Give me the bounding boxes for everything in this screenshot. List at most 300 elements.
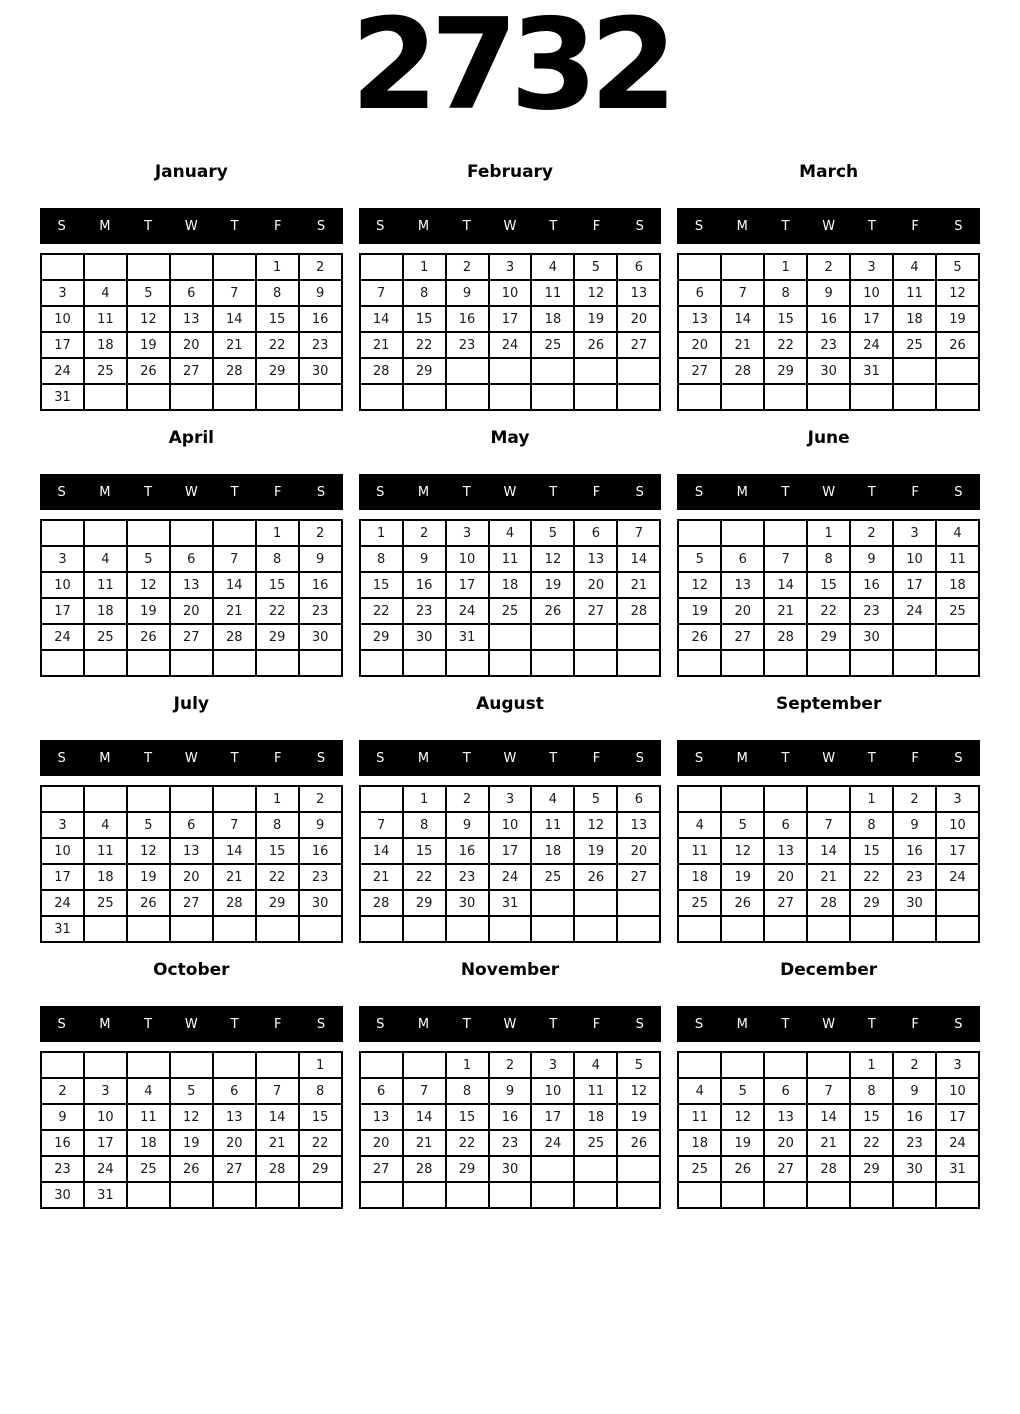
day-cell: 28 [764,624,807,650]
day-cell: 8 [446,1078,489,1104]
weekday-label: T [867,1016,876,1032]
day-cell: 11 [84,572,127,598]
empty-cell [256,1182,299,1208]
day-cell: 20 [170,864,213,890]
day-cell: 30 [807,358,850,384]
day-cell: 25 [84,358,127,384]
week-row [678,890,979,916]
week-row [41,1052,342,1078]
weekday-label: T [230,218,239,234]
month-calendar [359,960,662,1209]
empty-cell [489,384,532,410]
week-row [360,306,661,332]
day-cell: 12 [574,280,617,306]
day-cell: 20 [721,598,764,624]
empty-cell [807,384,850,410]
day-cell: 22 [256,332,299,358]
empty-cell [574,650,617,676]
empty-cell [84,520,127,546]
day-cell: 18 [936,572,979,598]
week-row [360,546,661,572]
day-cell: 8 [403,812,446,838]
day-cell: 28 [617,598,660,624]
weekday-label: T [462,750,471,766]
day-cell: 2 [446,254,489,280]
day-cell: 5 [127,812,170,838]
week-row [678,598,979,624]
day-cell: 9 [403,546,446,572]
day-cell: 10 [850,280,893,306]
day-cell: 29 [299,1156,342,1182]
day-cell: 15 [256,306,299,332]
empty-cell [721,254,764,280]
weekday-label: S [635,218,644,234]
empty-cell [936,1182,979,1208]
weekday-label: W [503,750,517,766]
empty-cell [764,650,807,676]
day-cell: 23 [299,864,342,890]
empty-cell [764,1182,807,1208]
empty-cell [531,890,574,916]
empty-cell [764,1052,807,1078]
day-cell: 15 [403,838,446,864]
empty-cell [850,650,893,676]
empty-cell [531,650,574,676]
day-cell: 1 [807,520,850,546]
week-row [360,838,661,864]
empty-cell [574,358,617,384]
day-cell: 10 [893,546,936,572]
day-cell: 23 [893,1130,936,1156]
empty-cell [127,384,170,410]
weekday-label: S [316,750,326,766]
day-cell: 17 [489,306,532,332]
day-cell: 12 [721,1104,764,1130]
day-cell: 14 [721,306,764,332]
weekday-label: S [635,484,644,500]
day-cell: 4 [936,520,979,546]
day-cell: 26 [531,598,574,624]
day-cell: 13 [678,306,721,332]
weekday-label: F [911,750,919,766]
day-cell: 27 [764,1156,807,1182]
empty-cell [721,786,764,812]
empty-cell [850,916,893,942]
day-cell: 26 [678,624,721,650]
day-cell: 8 [403,280,446,306]
weekday-label: M [99,218,111,234]
day-grid-body [360,1052,661,1208]
day-cell: 21 [807,864,850,890]
day-cell: 22 [446,1130,489,1156]
empty-cell [41,650,84,676]
empty-cell [617,384,660,410]
empty-cell [531,624,574,650]
month-calendar [359,162,662,411]
day-cell: 19 [127,332,170,358]
week-row [41,624,342,650]
empty-cell [446,650,489,676]
year-title: 2732 [350,0,670,138]
day-cell: 23 [299,332,342,358]
month-title: January [154,162,228,182]
empty-cell [574,916,617,942]
month-title: October [153,960,230,980]
day-cell: 27 [360,1156,403,1182]
day-cell: 15 [360,572,403,598]
day-cell: 25 [84,890,127,916]
day-cell: 12 [531,546,574,572]
day-grid-body [360,520,661,676]
month-title: May [490,428,530,448]
weekday-label: T [230,484,239,500]
day-cell: 28 [213,624,256,650]
day-grid-body [41,1052,342,1208]
day-cell: 22 [403,864,446,890]
day-cell: 18 [84,598,127,624]
empty-cell [617,890,660,916]
day-cell: 9 [299,546,342,572]
day-cell: 31 [489,890,532,916]
empty-cell [531,1182,574,1208]
day-cell: 15 [446,1104,489,1130]
day-cell: 23 [489,1130,532,1156]
day-cell: 2 [489,1052,532,1078]
day-cell: 22 [403,332,446,358]
month-title: July [173,694,209,714]
day-cell: 30 [41,1182,84,1208]
day-cell: 16 [299,572,342,598]
day-cell: 1 [403,786,446,812]
weekday-label: T [549,484,558,500]
day-cell: 6 [360,1078,403,1104]
day-cell: 16 [446,306,489,332]
empty-cell [360,916,403,942]
day-cell: 23 [299,598,342,624]
day-cell: 19 [936,306,979,332]
week-row [678,1156,979,1182]
day-cell: 11 [893,280,936,306]
day-cell: 26 [170,1156,213,1182]
day-cell: 1 [764,254,807,280]
day-cell: 23 [41,1156,84,1182]
day-cell: 9 [299,280,342,306]
empty-cell [678,916,721,942]
day-cell: 13 [170,306,213,332]
day-cell: 17 [446,572,489,598]
week-row [360,254,661,280]
day-grid-body [41,520,342,676]
week-row [678,1104,979,1130]
week-row [41,1182,342,1208]
empty-cell [721,1182,764,1208]
weekday-label: T [144,1016,153,1032]
day-cell: 30 [299,624,342,650]
day-cell: 14 [403,1104,446,1130]
empty-cell [574,890,617,916]
day-cell: 6 [721,546,764,572]
day-grid-body [678,1052,979,1208]
day-cell: 3 [84,1078,127,1104]
weekday-label: M [736,218,748,234]
weekday-header [677,1006,980,1042]
empty-cell [84,254,127,280]
day-cell: 13 [170,572,213,598]
day-cell: 8 [850,1078,893,1104]
day-cell: 7 [213,280,256,306]
day-cell: 22 [256,598,299,624]
day-cell: 2 [893,786,936,812]
empty-cell [84,384,127,410]
day-cell: 21 [617,572,660,598]
week-row [360,916,661,942]
day-cell: 11 [678,1104,721,1130]
day-cell: 26 [127,890,170,916]
day-cell: 5 [574,786,617,812]
day-grid-body [678,786,979,942]
months-grid [0,162,1020,1209]
weekday-label: W [184,1016,198,1032]
day-cell: 26 [127,624,170,650]
weekday-label: S [316,484,326,500]
empty-cell [213,520,256,546]
day-cell: 22 [764,332,807,358]
empty-cell [764,916,807,942]
empty-cell [678,650,721,676]
day-cell: 7 [807,1078,850,1104]
day-cell: 7 [360,812,403,838]
weekday-label: T [462,484,471,500]
empty-cell [936,916,979,942]
day-cell: 9 [489,1078,532,1104]
day-cell: 16 [893,1104,936,1130]
weekday-label: F [274,1016,282,1032]
day-cell: 19 [721,1130,764,1156]
empty-cell [807,1182,850,1208]
day-cell: 30 [893,1156,936,1182]
week-row [678,1052,979,1078]
day-cell: 19 [574,838,617,864]
weekday-label: S [954,484,963,500]
day-cell: 25 [678,890,721,916]
day-cell: 9 [446,812,489,838]
empty-cell [213,916,256,942]
weekday-label: S [635,1016,644,1032]
day-cell: 30 [489,1156,532,1182]
day-cell: 14 [617,546,660,572]
day-cell: 24 [84,1156,127,1182]
weekday-label: T [781,218,790,234]
day-cell: 3 [893,520,936,546]
empty-cell [84,916,127,942]
week-row [678,864,979,890]
day-cell: 24 [489,864,532,890]
weekday-header [40,208,343,244]
day-cell: 20 [170,598,213,624]
empty-cell [678,254,721,280]
day-cell: 17 [41,332,84,358]
day-grid-body [678,520,979,676]
week-row [41,546,342,572]
day-cell: 23 [403,598,446,624]
weekday-label: T [781,484,790,500]
day-cell: 13 [170,838,213,864]
weekday-label: M [417,750,430,766]
empty-cell [936,358,979,384]
weekday-label: W [184,750,198,766]
day-cell: 19 [574,306,617,332]
day-grid-body [41,786,342,942]
weekday-label: F [911,484,919,500]
day-cell: 5 [721,1078,764,1104]
empty-cell [127,1052,170,1078]
empty-cell [893,916,936,942]
empty-cell [256,650,299,676]
week-row [360,598,661,624]
month-title: September [775,694,882,714]
empty-cell [170,916,213,942]
day-grid [359,519,662,677]
week-row [41,572,342,598]
day-cell: 10 [41,306,84,332]
weekday-label: S [954,218,963,234]
day-cell: 15 [764,306,807,332]
empty-cell [213,1182,256,1208]
empty-cell [299,1182,342,1208]
weekday-header [677,208,980,244]
day-cell: 29 [360,624,403,650]
day-cell: 16 [893,838,936,864]
week-row [41,520,342,546]
day-cell: 31 [850,358,893,384]
week-row [678,332,979,358]
day-cell: 24 [531,1130,574,1156]
week-row [360,1078,661,1104]
week-row [678,520,979,546]
empty-cell [446,916,489,942]
weekday-label: T [144,218,153,234]
day-cell: 6 [617,786,660,812]
day-cell: 26 [574,864,617,890]
empty-cell [617,624,660,650]
month-calendar [40,694,343,943]
day-cell: 9 [893,1078,936,1104]
week-row [41,384,342,410]
day-cell: 16 [807,306,850,332]
weekday-label: T [144,484,153,500]
week-row [41,254,342,280]
day-cell: 20 [170,332,213,358]
day-cell: 26 [721,1156,764,1182]
day-cell: 4 [893,254,936,280]
day-cell: 12 [617,1078,660,1104]
empty-cell [299,650,342,676]
day-cell: 18 [574,1104,617,1130]
empty-cell [41,520,84,546]
day-cell: 28 [213,358,256,384]
empty-cell [446,1182,489,1208]
week-row [360,1130,661,1156]
week-row [360,812,661,838]
week-row [360,864,661,890]
empty-cell [489,358,532,384]
day-grid [359,785,662,943]
empty-cell [574,1182,617,1208]
day-cell: 10 [41,838,84,864]
month-calendar [677,960,980,1209]
month-calendar [677,162,980,411]
empty-cell [850,1182,893,1208]
day-cell: 1 [850,786,893,812]
day-cell: 8 [299,1078,342,1104]
day-cell: 12 [170,1104,213,1130]
day-cell: 25 [531,332,574,358]
day-cell: 27 [213,1156,256,1182]
month-calendar [40,960,343,1209]
day-cell: 2 [299,786,342,812]
day-cell: 13 [213,1104,256,1130]
empty-cell [807,786,850,812]
day-cell: 25 [936,598,979,624]
weekday-header [359,740,662,776]
day-cell: 15 [256,572,299,598]
month-title: December [780,960,878,980]
day-cell: 26 [617,1130,660,1156]
weekday-header [40,740,343,776]
day-cell: 26 [936,332,979,358]
day-cell: 3 [489,254,532,280]
day-cell: 27 [617,864,660,890]
day-cell: 15 [850,838,893,864]
week-row [360,1182,661,1208]
day-cell: 23 [446,332,489,358]
day-cell: 18 [531,838,574,864]
empty-cell [360,384,403,410]
empty-cell [299,916,342,942]
day-cell: 5 [127,280,170,306]
week-row [360,1104,661,1130]
day-cell: 16 [850,572,893,598]
empty-cell [213,786,256,812]
weekday-label: T [462,218,471,234]
weekday-header [359,208,662,244]
day-cell: 24 [41,358,84,384]
week-row [360,358,661,384]
day-cell: 18 [531,306,574,332]
day-cell: 3 [41,280,84,306]
day-cell: 3 [936,1052,979,1078]
weekday-label: M [736,1016,748,1032]
day-grid-body [360,254,661,410]
day-cell: 1 [299,1052,342,1078]
day-cell: 14 [360,838,403,864]
empty-cell [678,1052,721,1078]
day-cell: 24 [41,890,84,916]
day-cell: 7 [617,520,660,546]
weekday-label: M [99,750,111,766]
empty-cell [170,384,213,410]
day-cell: 11 [936,546,979,572]
weekday-label: T [549,218,558,234]
day-cell: 20 [678,332,721,358]
day-cell: 15 [850,1104,893,1130]
empty-cell [256,916,299,942]
weekday-label: F [274,218,282,234]
day-cell: 14 [360,306,403,332]
day-cell: 1 [446,1052,489,1078]
empty-cell [721,384,764,410]
day-cell: 12 [127,306,170,332]
